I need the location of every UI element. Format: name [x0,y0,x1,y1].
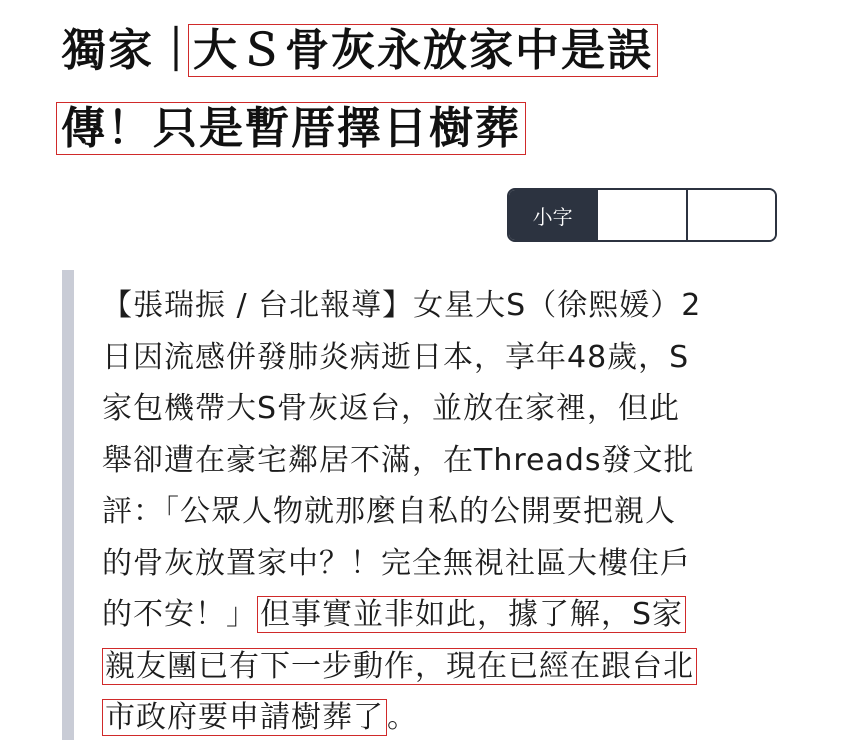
article-line: 的骨灰放置家中？！完全無視社區大樓住戶 [102,545,691,581]
headline-highlight-2: 傳！只是暫厝擇日樹葬 [56,102,526,155]
article-line [102,692,782,744]
article-line [102,641,782,693]
article-body [102,280,782,744]
font-size-small-button[interactable]: 小字 [509,190,596,240]
article-line: 【張瑞振 / 台北報導】女星大S（徐熙媛）2 [102,288,702,323]
article-text: 。 [387,700,418,735]
headline-line-2 [62,90,842,168]
article-headline [62,12,842,168]
article-text: 的不安！」 [102,597,257,632]
article-line: 家包機帶大S骨灰返台，並放在家裡，但此 [102,391,681,426]
font-size-large-button[interactable] [686,190,775,240]
article-line: 舉卻遭在豪宅鄰居不滿，在Threads發文批 [102,442,695,478]
headline-line-1 [62,12,842,90]
headline-tag: 獨家｜ [62,25,200,76]
article-highlight: 但事實並非如此，據了解，S家 [257,596,686,633]
article-line [102,589,782,641]
article-highlight: 親友團已有下一步動作，現在已經在跟台北 [102,648,697,685]
headline-highlight-1: 大Ｓ骨灰永放家中是誤 [188,24,658,77]
article-line: 評：「公眾人物就那麼自私的公開要把親人 [102,494,676,529]
article-quote-block [62,270,782,740]
article-line: 日因流感併發肺炎病逝日本，享年48歲，S [102,339,690,375]
article-highlight: 市政府要申請樹葬了 [102,699,387,736]
font-size-medium-button[interactable] [596,190,685,240]
font-size-control [507,188,777,242]
